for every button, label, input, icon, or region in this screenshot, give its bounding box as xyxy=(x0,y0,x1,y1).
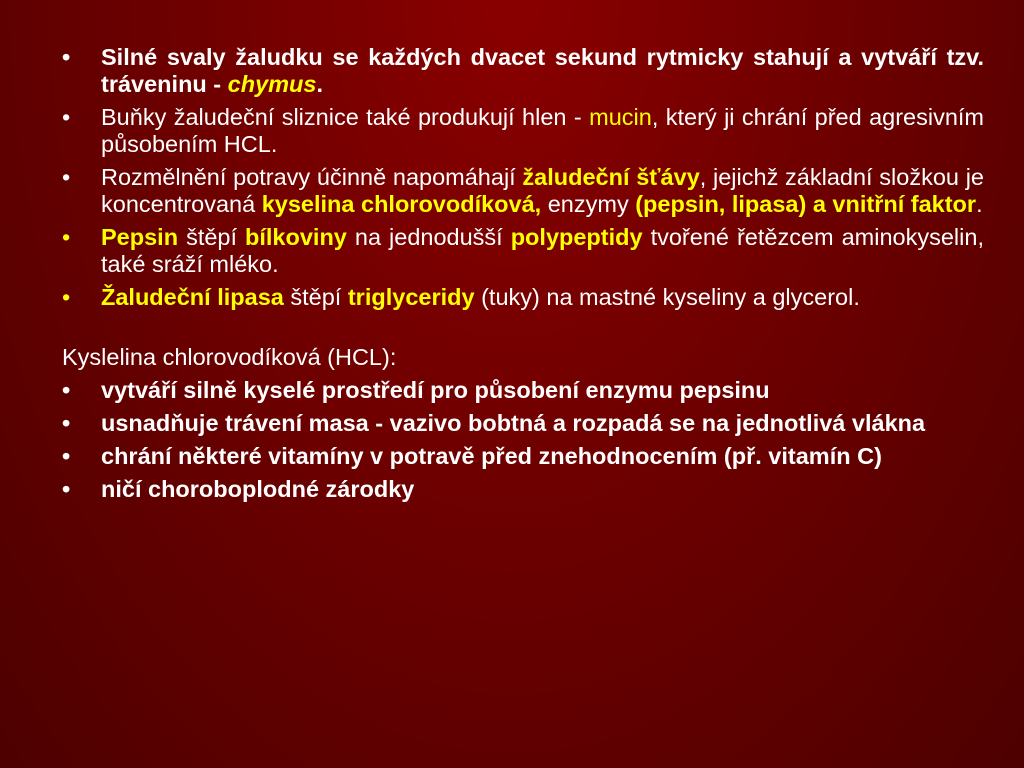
slide-content xyxy=(62,44,984,509)
list-item: • Žaludeční lipasa štěpí triglyceridy (tuky) na mastné kyseliny a glycerol. xyxy=(62,284,860,310)
list-item: • Pepsin štěpí bílkoviny na jednodušší polypeptidy tvořené řetězcem aminokyselin, také sráží mléko. xyxy=(62,224,984,277)
term-bilkoviny: bílkoviny xyxy=(245,224,347,250)
list-item: • chrání některé vitamíny v potravě před znehodnocením (př. vitamín C) xyxy=(62,443,882,469)
term-kyselina: kyselina chlorovodíková, xyxy=(261,191,542,217)
hcl-heading: Kyslelina chlorovodíková (HCL): xyxy=(62,344,397,370)
bullet-icon: • xyxy=(62,476,71,502)
bullet-icon: • xyxy=(62,284,71,310)
term-chymus: chymus xyxy=(227,71,317,97)
bullet-icon: • xyxy=(62,164,71,190)
bullet-icon: • xyxy=(62,410,71,436)
term-lipasa: Žaludeční lipasa xyxy=(101,284,284,310)
bullet-icon: • xyxy=(62,224,71,250)
list-item: • vytváří silně kyselé prostředí pro působení enzymu pepsinu xyxy=(62,377,770,403)
bullet-icon: • xyxy=(62,377,71,403)
term-triglyceridy: triglyceridy xyxy=(347,284,475,310)
bullet-icon: • xyxy=(62,104,71,130)
bullet-icon: • xyxy=(62,44,71,70)
list-item: • ničí choroboplodné zárodky xyxy=(62,476,415,502)
list-item: • Buňky žaludeční sliznice také produkují hlen - mucin, který ji chrání před agresivním působením HCL. xyxy=(62,104,984,157)
list-item: • Rozmělnění potravy účinně napomáhají žaludeční šťávy, jejichž základní složkou je koncentrovaná kyselina chlorovodíková, enzymy (pepsin, lipasa) a vnitřní faktor. xyxy=(62,164,984,217)
hcl-functions-list xyxy=(62,377,984,503)
bullet-icon: • xyxy=(62,443,71,469)
term-zaludecni-stavy: žaludeční šťávy xyxy=(522,164,700,190)
list-item: • Silné svaly žaludku se každých dvacet sekund rytmicky stahují a vytváří tzv. tráveninu - chymus. xyxy=(62,44,984,97)
term-pepsin: Pepsin xyxy=(101,224,179,250)
list-item: • usnadňuje trávení masa - vazivo bobtná a rozpadá se na jednotlivá vlákna xyxy=(62,410,926,436)
term-mucin: mucin xyxy=(589,104,652,130)
stomach-facts-list xyxy=(62,44,984,311)
term-polypeptidy: polypeptidy xyxy=(510,224,643,250)
term-enzymes: (pepsin, lipasa) a vnitřní faktor xyxy=(635,191,977,217)
